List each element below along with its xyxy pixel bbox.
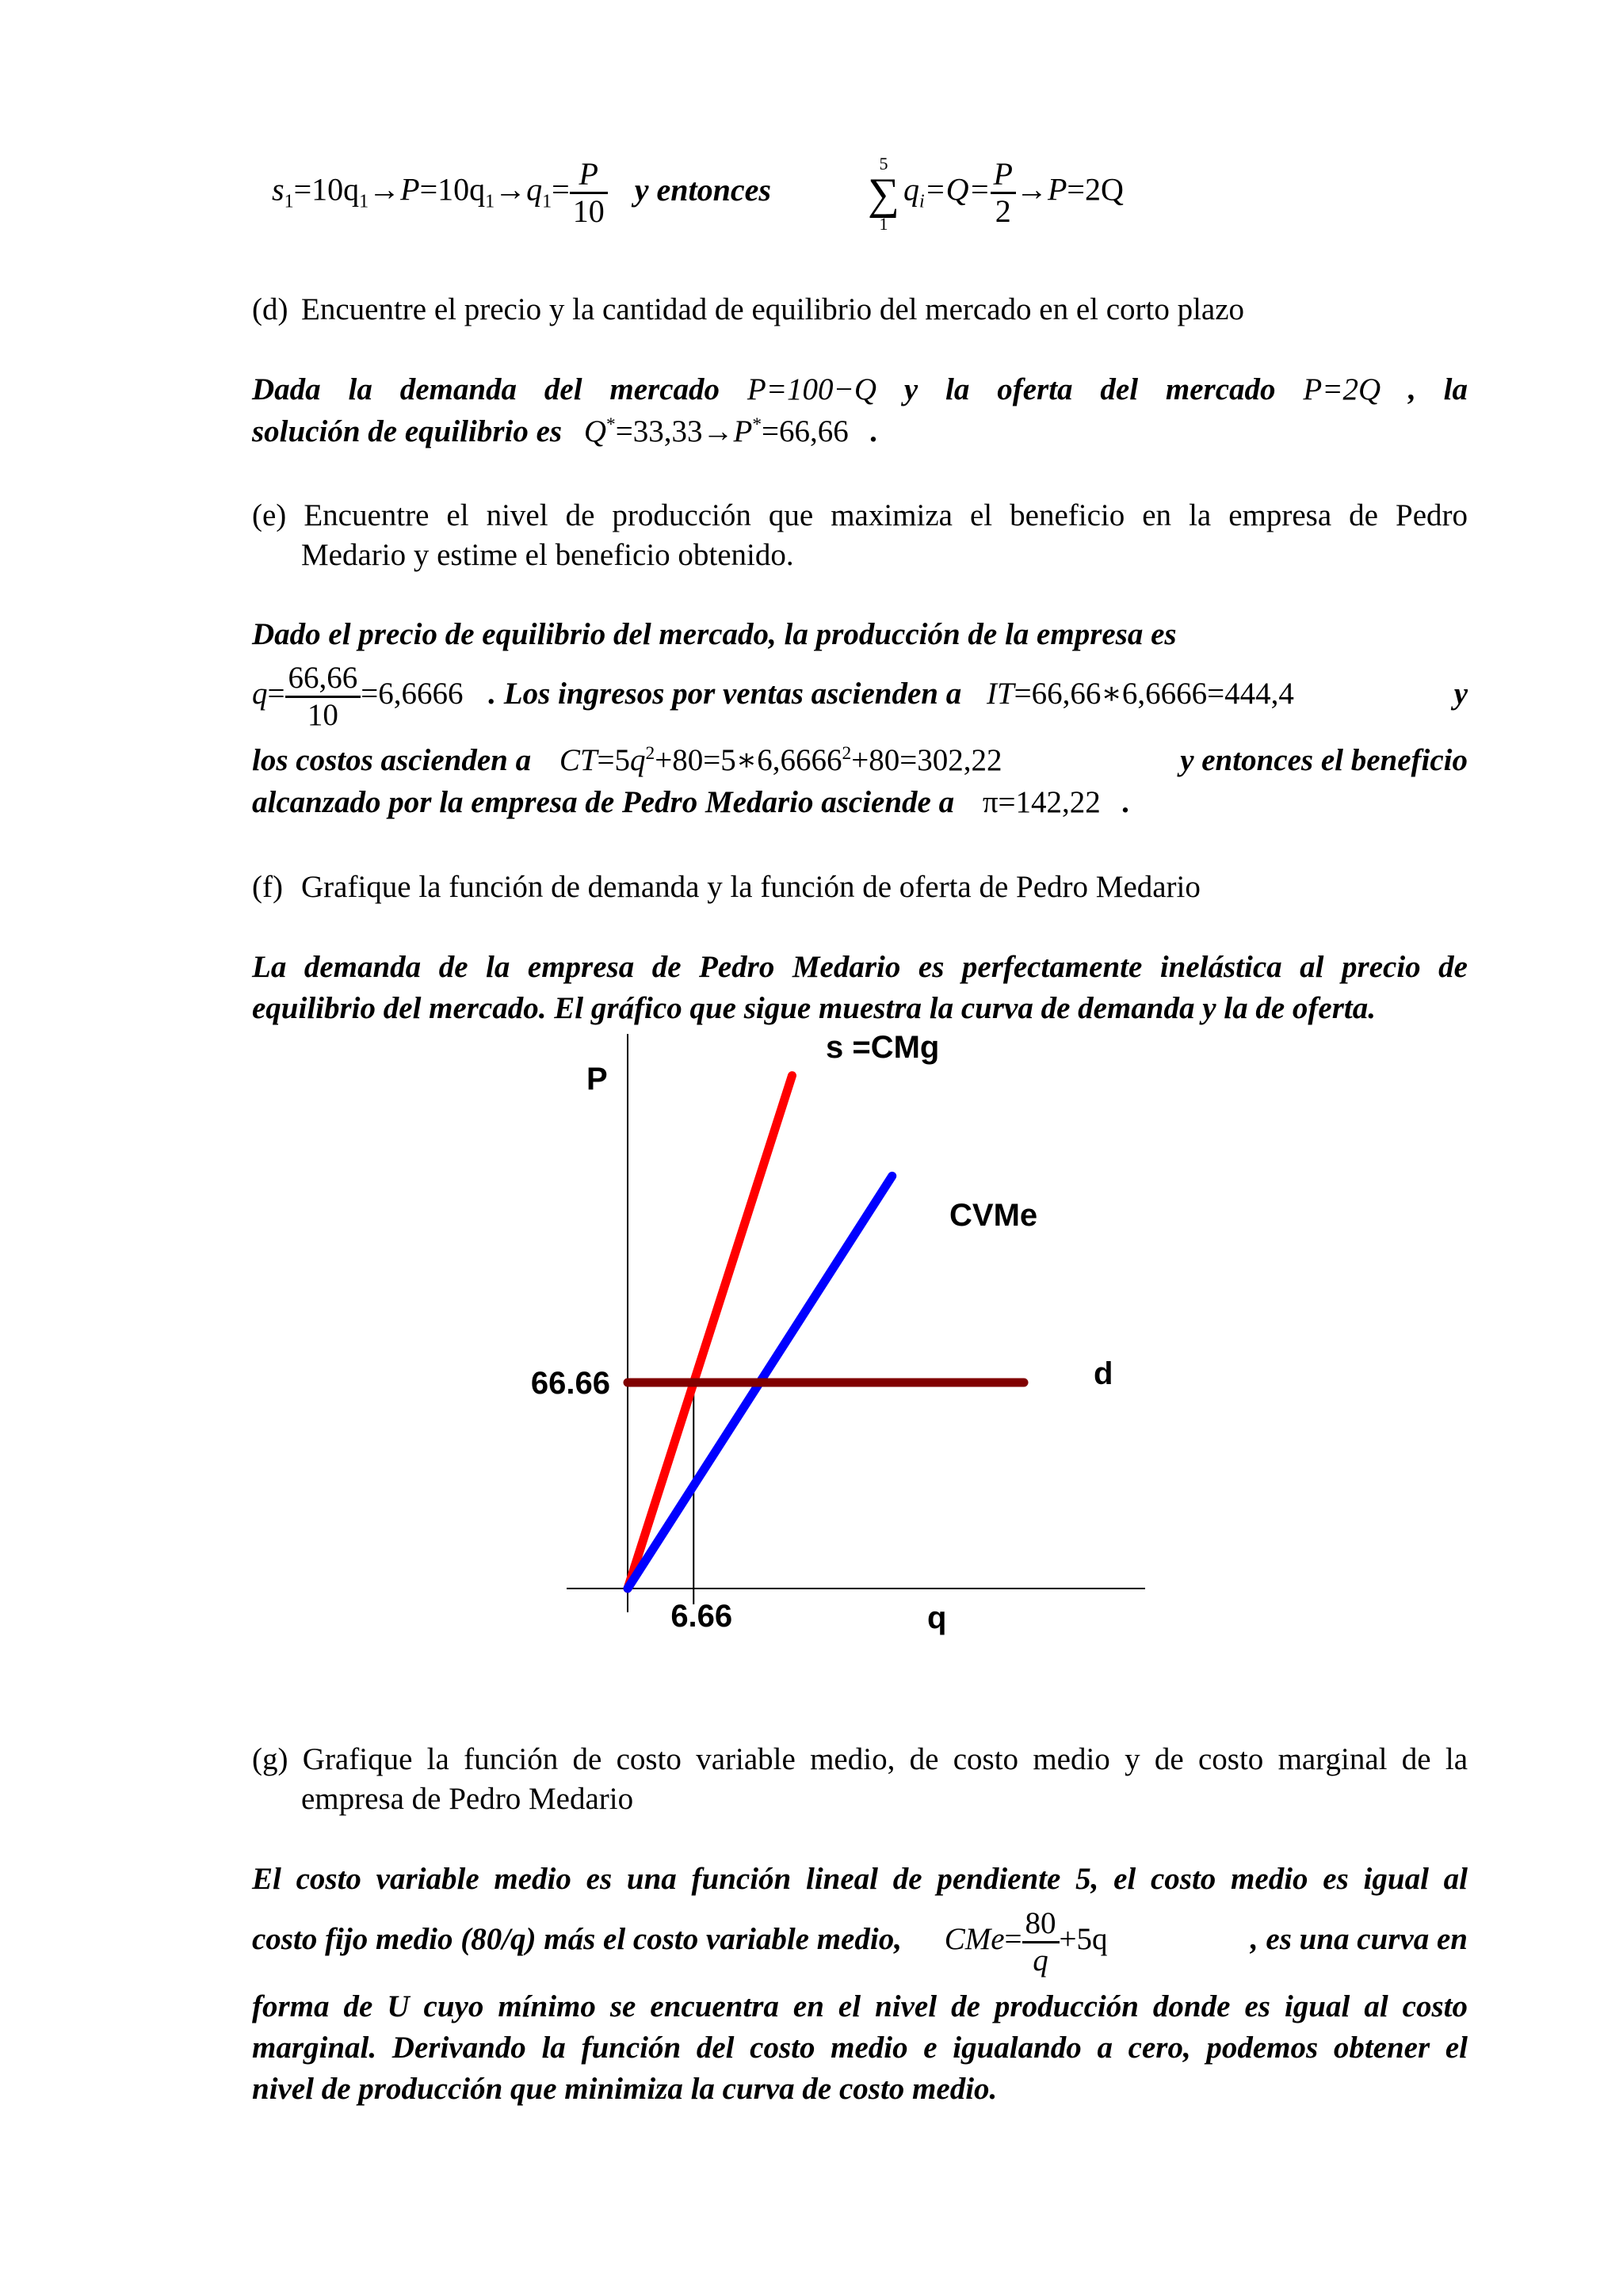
eq-arrow: → bbox=[1015, 171, 1048, 208]
eq-s: s bbox=[272, 171, 285, 208]
answer-text: y bbox=[1453, 677, 1468, 711]
eq-part: =10q bbox=[419, 171, 486, 208]
answer-text: y entonces el beneficio bbox=[1180, 743, 1468, 777]
fraction-cme: $\frac{80}{q}$ bbox=[1022, 1906, 1060, 1978]
eq-arrow: → bbox=[369, 171, 401, 208]
supply-demand-chart bbox=[507, 1026, 1157, 1660]
answer-text: . Los ingresos por ventas ascienden a bbox=[488, 677, 962, 711]
answer-g-line2 bbox=[252, 1900, 1468, 1979]
item-text: Medario y estime el beneficio obtenido. bbox=[301, 538, 794, 572]
eq-p: P bbox=[1047, 171, 1067, 208]
answer-text: La demanda de la empresa de Pedro Medario es perfectamente inelástica al precio de bbox=[252, 950, 1468, 984]
item-e-line2 bbox=[301, 536, 1468, 575]
answer-text: Dada la demanda del mercado bbox=[252, 372, 720, 406]
answer-text: Dado el precio de equilibrio del mercado, la producción de la empresa es bbox=[252, 617, 1177, 651]
answer-text: solución de equilibrio es bbox=[252, 414, 563, 448]
frac-den: 2 bbox=[995, 193, 1011, 229]
y-tick-label: 66.66 bbox=[530, 1366, 610, 1402]
answer-text: forma de U cuyo mínimo se encuentra en el nivel de producción donde es igual al costo bbox=[252, 1989, 1468, 2023]
math-supply: P=2Q bbox=[1303, 372, 1381, 406]
answer-g-line1 bbox=[252, 1859, 1468, 1899]
eq-arrow: → bbox=[495, 171, 527, 208]
y-axis-label: P bbox=[586, 1062, 608, 1097]
eq-sub: 1 bbox=[542, 191, 552, 212]
answer-text: El costo variable medio es una función lineal de pendiente 5, el costo medio es igual al bbox=[252, 1862, 1468, 1896]
answer-g-line5 bbox=[252, 2069, 1468, 2109]
answer-d-line1 bbox=[252, 370, 1468, 410]
sum-symbol: ∑ bbox=[868, 170, 899, 219]
sum-top: 5 bbox=[879, 154, 888, 174]
math-it: IT=66,66∗6,6666=444,4 bbox=[986, 677, 1294, 711]
answer-text: costo fijo medio (80/q) más el costo variable medio, bbox=[252, 1922, 902, 1956]
item-label: (g) bbox=[252, 1742, 288, 1776]
eq-part: =2Q bbox=[1067, 171, 1124, 208]
item-text: Grafique la función de demanda y la función de oferta de Pedro Medario bbox=[301, 870, 1201, 904]
item-text: Encuentre el precio y la cantidad de equilibrio del mercado en el corto plazo bbox=[301, 292, 1245, 326]
legend-supply: s =CMg bbox=[826, 1030, 940, 1065]
eq-q: q bbox=[526, 171, 543, 208]
sum-bottom: 1 bbox=[879, 214, 888, 234]
eq-sub: 1 bbox=[485, 191, 495, 212]
fraction-q: $\frac{66,66}{10}$ bbox=[285, 661, 361, 733]
answer-text: y la oferta del mercado bbox=[903, 372, 1276, 406]
item-e-line1 bbox=[252, 496, 1468, 536]
x-tick-label: 6.66 bbox=[670, 1599, 733, 1634]
eq-equals: = bbox=[552, 171, 570, 208]
answer-d-line2 bbox=[252, 412, 1468, 452]
item-text: Grafique la función de costo variable medio, de costo medio y de costo marginal de la bbox=[302, 1742, 1468, 1776]
eq-sub: 1 bbox=[284, 191, 294, 212]
frac-den: 10 bbox=[572, 193, 605, 229]
item-g-line1 bbox=[252, 1740, 1468, 1779]
math-equilibrium: Q*=33,33→P*=66,66 bbox=[583, 414, 849, 448]
x-axis-label: q bbox=[927, 1600, 947, 1635]
fraction-p-over-2 bbox=[991, 157, 1016, 229]
item-label: (d) bbox=[252, 292, 288, 326]
legend-demand: d bbox=[1094, 1356, 1113, 1391]
answer-text: marginal. Derivando la función del costo medio e igualando a cero, podemos obtener el bbox=[252, 2031, 1468, 2065]
sum-var-sub: i bbox=[919, 191, 925, 212]
math-ct: $CT=5q^2+80=5∗6,6666^2+80=302,22$ bbox=[559, 743, 1002, 777]
item-d bbox=[252, 290, 1468, 330]
answer-f-line2 bbox=[252, 989, 1468, 1028]
eq-p: P bbox=[400, 171, 420, 208]
answer-e-line1 bbox=[252, 615, 1468, 654]
answer-e-line2 bbox=[252, 654, 1468, 734]
item-text: Encuentre el nivel de producción que maximiza el beneficio en la empresa de Pedro bbox=[304, 498, 1468, 532]
item-label: (e) bbox=[252, 498, 287, 532]
answer-text: nivel de producción que minimiza la curva de costo medio. bbox=[252, 2072, 998, 2106]
item-f bbox=[252, 868, 1468, 907]
math-profit: π=142,22 bbox=[982, 785, 1101, 819]
equation-supply-sum bbox=[272, 157, 771, 244]
frac-num: P bbox=[991, 157, 1016, 194]
answer-text: equilibrio del mercado. El gráfico que sigue muestra la curva de demanda y la de oferta. bbox=[252, 991, 1376, 1025]
item-g-line2 bbox=[301, 1779, 1468, 1819]
summation bbox=[860, 155, 907, 242]
answer-text: , la bbox=[1408, 372, 1468, 406]
eq-connector: y entonces bbox=[634, 171, 771, 208]
answer-text: los costos ascienden a bbox=[252, 743, 532, 777]
answer-e-line3 bbox=[252, 741, 1468, 780]
answer-g-line4 bbox=[252, 2028, 1468, 2068]
eq-sub: 1 bbox=[359, 191, 369, 212]
math-cme: CMe= $\frac{80}{q}$ +5q bbox=[944, 1905, 1108, 1978]
legend-cvme: CVMe bbox=[949, 1198, 1038, 1233]
frac-num: P bbox=[570, 157, 608, 194]
answer-f-line1 bbox=[252, 948, 1468, 987]
fraction-p-over-10 bbox=[570, 157, 608, 229]
item-label: (f) bbox=[252, 870, 283, 904]
answer-text: . bbox=[1122, 785, 1131, 819]
answer-text: , es una curva en bbox=[1250, 1922, 1468, 1956]
answer-text: . bbox=[870, 414, 879, 448]
equation-sum-rhs bbox=[903, 157, 1124, 244]
math-demand: P=100−Q bbox=[747, 372, 877, 406]
math-q: q= $\frac{66,66}{10}$ =6,6666 bbox=[252, 660, 464, 732]
answer-g-line3 bbox=[252, 1987, 1468, 2027]
answer-e-line4 bbox=[252, 783, 1468, 822]
eq-part: =10q bbox=[293, 171, 360, 208]
eq-part: =Q= bbox=[924, 171, 991, 208]
answer-text: alcanzado por la empresa de Pedro Medario asciende a bbox=[252, 785, 955, 819]
item-text: empresa de Pedro Medario bbox=[301, 1782, 634, 1816]
series-line-1 bbox=[628, 1076, 792, 1589]
sum-var: q bbox=[903, 171, 919, 208]
